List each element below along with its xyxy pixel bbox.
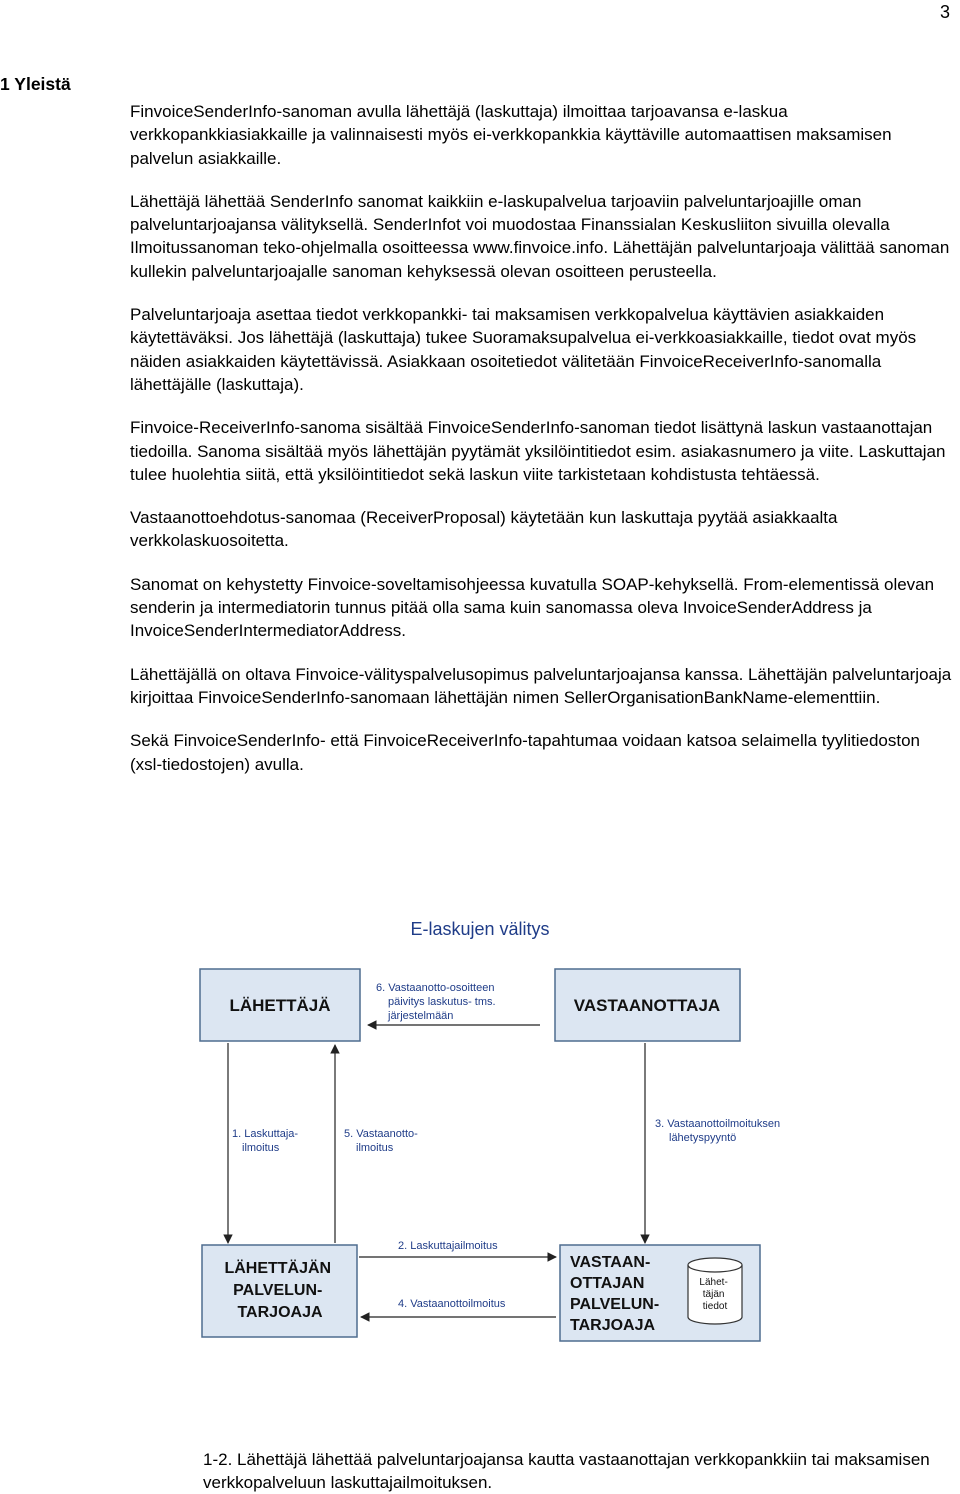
- paragraph-6: Sanomat on kehystetty Finvoice-soveltamisohjeessa kuvatulla SOAP-kehyksellä. From-elementissä olevan senderin ja intermediatorin tunnus pitää olla sama kuin sanomassa oleva InvoiceSenderAddress ja InvoiceSenderIntermediatorAddress.: [130, 574, 935, 641]
- diagram-svg: [170, 905, 790, 1345]
- sender-provider-line3: TARJOAJA: [237, 1304, 323, 1321]
- step5-label: [344, 1128, 421, 1154]
- body-text: [130, 100, 956, 796]
- step6-line3: järjestelmään: [388, 1010, 454, 1022]
- step3-label: [655, 1118, 783, 1144]
- e-invoice-diagram: [170, 905, 790, 1345]
- paragraph-2: Lähettäjä lähettää SenderInfo sanomat kaikkiin e-laskupalvelua tarjoaviin palveluntarjoajille oman palveluntarjoajansa välityksellä. SenderInfot voi muodostaa Finanssialan Keskusliiton sivuilla olevalla Ilmoitussanoman teko-ohjelmalla osoitteessa www.finvoice.info. Lähettäjän palveluntarjoaja välittää sanoman kullekin palveluntarjoajalle sanoman kehyksessä olevan osoitteen perusteella.: [130, 191, 950, 281]
- diagram-title: E-laskujen välitys: [410, 919, 550, 939]
- step1-label: [232, 1128, 301, 1154]
- paragraph-1: FinvoiceSenderInfo-sanoman avulla lähettäjä (laskuttaja) ilmoittaa tarjoavansa e-laskua verkkopankkiasiakkaille ja valinnaisesti myös ei-verkkopankkia käyttäville automaattisen maksamisen palvelun asiakkaille.: [130, 102, 892, 168]
- step1-line1: 1. Laskuttaja-: [232, 1128, 299, 1140]
- receiver-provider-line1: VASTAAN-: [570, 1254, 651, 1271]
- step6-line1: 6. Vastaanotto-osoitteen: [376, 982, 495, 994]
- step3-line2: lähetyspyyntö: [669, 1132, 737, 1144]
- paragraph-8: Sekä FinvoiceSenderInfo- että FinvoiceReceiverInfo-tapahtumaa voidaan katsoa selaimella tyylitiedoston (xsl-tiedostojen) avulla.: [130, 731, 920, 774]
- receiver-provider-line3: PALVELUN-: [570, 1296, 660, 1313]
- database-line3: tiedot: [702, 1301, 728, 1312]
- sender-provider-line2: PALVELUN-: [233, 1282, 323, 1299]
- step1-line2: ilmoitus: [242, 1142, 280, 1154]
- paragraph-7: Lähettäjällä on oltava Finvoice-välityspalvelusopimus palveluntarjoajansa kanssa. Lähettäjän palveluntarjoaja kirjoittaa FinvoiceSenderInfo-sanomaan lähettäjän nimen SellerOrganisationBankName-elementtiin.: [130, 664, 952, 707]
- step6-label: [376, 982, 499, 1022]
- sender-provider-label: [224, 1259, 335, 1321]
- step6-line2: päivitys laskutus- tms.: [388, 996, 496, 1008]
- paragraph-3: Palveluntarjoaja asettaa tiedot verkkopankki- tai maksamisen verkkopalvelua käyttävien asiakkaiden käytettäväksi. Jos lähettäjä (laskuttaja) tukee Suoramaksupalvelua ei-verkkoasiakkaille, tiedot ovat myös näiden asiakkaiden käytettävissä. Asiakkaan osoitetiedot välitetään FinvoiceReceiverInfo-sanomalla lähettäjälle (laskuttaja).: [130, 305, 917, 394]
- receiver-provider-line4: TARJOAJA: [570, 1317, 656, 1334]
- step3-line1: 3. Vastaanottoilmoituksen: [655, 1118, 781, 1130]
- paragraph-5: Vastaanottoehdotus-sanomaa (ReceiverProposal) käytetään kun laskuttaja pyytää asiakkaalta verkkolaskuosoitetta.: [130, 508, 838, 551]
- paragraph-4: Finvoice-ReceiverInfo-sanoma sisältää FinvoiceSenderInfo-sanoman tiedot lisättynä laskun vastaanottajan tiedoilla. Sanoma sisältää myös lähettäjän pyytämät yksilöintitiedot esim. asiakasnumero ja viite. Laskuttajan tulee huolehtia siitä, että yksilöintitiedot sekä laskun viite tarkistetaan kohdistusta tehtäessä.: [130, 418, 946, 484]
- receiver-label: VASTAANOTTAJA: [573, 996, 721, 1015]
- receiver-provider-line2: OTTAJAN: [570, 1275, 645, 1292]
- sender-label: LÄHETTÄJÄ: [229, 996, 331, 1015]
- sender-provider-line1: LÄHETTÄJÄN: [224, 1260, 332, 1277]
- figure-caption: 1-2. Lähettäjä lähettää palveluntarjoajansa kautta vastaanottajan verkkopankkiin tai maksamisen verkkopalveluun laskuttajailmoituksen.: [203, 1450, 930, 1492]
- database-line1: Lähet-: [699, 1277, 728, 1288]
- database-line2: täjän: [702, 1289, 725, 1300]
- step4-label: 4. Vastaanottoilmoitus: [398, 1298, 506, 1310]
- step5-line1: 5. Vastaanotto-: [344, 1128, 418, 1140]
- step5-line2: ilmoitus: [356, 1142, 394, 1154]
- section-heading: 1 Yleistä: [0, 74, 71, 94]
- database-label: [699, 1277, 730, 1312]
- page-number: 3: [939, 2, 950, 22]
- step2-label: 2. Laskuttajailmoitus: [398, 1240, 498, 1252]
